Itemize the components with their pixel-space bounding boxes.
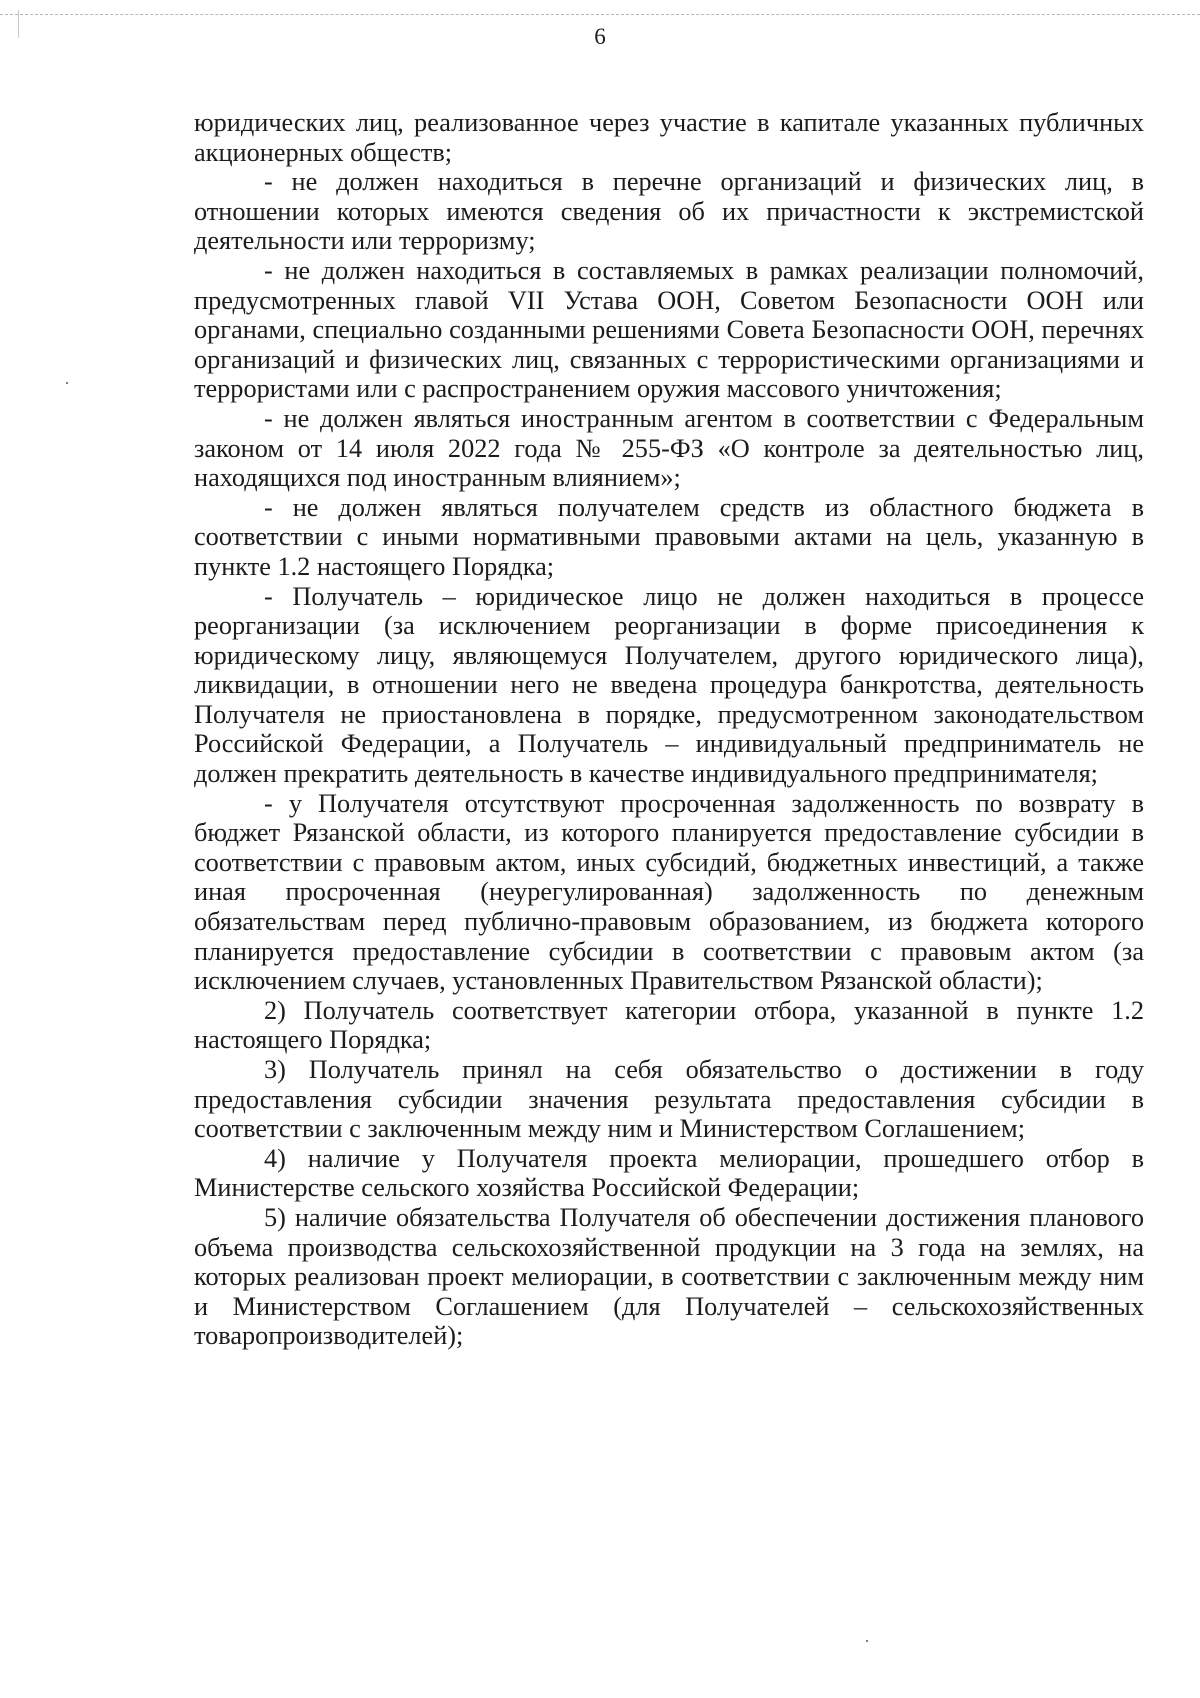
document-body: [194, 108, 1144, 1351]
paragraph: - не должен являться получателем средств из областного бюджета в соответствии с иными нормативными правовыми актами на цель, указанную в пункте 1.2 настоящего Порядка;: [194, 492, 1144, 581]
paragraph: юридических лиц, реализованное через участие в капитале указанных публичных акционерных обществ;: [194, 108, 1144, 167]
scan-top-edge: [0, 14, 1200, 15]
scan-speck: [866, 1640, 868, 1642]
paragraph: 5) наличие обязательства Получателя об обеспечении достижения планового объема производства сельскохозяйственной продукции на 3 года на землях, на которых реализован проект мелиорации, в соответствии с заключенным между ним и Министерством Соглашением (для Получателей – сельскохозяйственных товаропроизводителей);: [194, 1202, 1144, 1351]
scan-speck: [66, 382, 68, 384]
paragraph: - Получатель – юридическое лицо не должен находиться в процессе реорганизации (за исключением реорганизации в форме присоединения к юридическому лицу, являющемуся Получателем, другого юридического лица), ликвидации, в отношении него не введена процедура банкротства, деятельность Получателя не приостановлена в порядке, предусмотренном законодательством Российской Федерации, а Получатель – индивидуальный предприниматель не должен прекратить деятельность в качестве индивидуального предпринимателя;: [194, 581, 1144, 789]
page-number: 6: [594, 24, 606, 49]
paragraph: 2) Получатель соответствует категории отбора, указанной в пункте 1.2 настоящего Порядка;: [194, 995, 1144, 1055]
paragraph: - у Получателя отсутствуют просроченная задолженность по возврату в бюджет Рязанской области, из которого планируется предоставление субсидии в соответствии с правовым актом, иных субсидий, бюджетных инвестиций, а также иная просроченная (неурегулированная) задолженность по денежным обязательствам перед публично-правовым образованием, из бюджета которого планируется предоставление субсидии в соответствии с правовым актом (за исключением случаев, установленных Правительством Рязанской области);: [194, 788, 1144, 996]
paragraph: - не должен находиться в составляемых в рамках реализации полномочий, предусмотренных главой VII Устава ООН, Советом Безопасности ООН или органами, специально созданными решениями Совета Безопасности ООН, перечнях организаций и физических лиц, связанных с террористическими организациями и террористами или с распространением оружия массового уничтожения;: [194, 255, 1144, 404]
paragraph: - не должен являться иностранным агентом в соответствии с Федеральным законом от 14 июля 2022 года № 255-ФЗ «О контроле за деятельностью лиц, находящихся под иностранным влиянием»;: [194, 403, 1144, 493]
paragraph: 3) Получатель принял на себя обязательство о достижении в году предоставления субсидии значения результата предоставления субсидии в соответствии с заключенным между ним и Министерством Соглашением;: [194, 1055, 1144, 1144]
paragraph: 4) наличие у Получателя проекта мелиорации, прошедшего отбор в Министерстве сельского хозяйства Российской Федерации;: [194, 1143, 1144, 1203]
paragraph: - не должен находиться в перечне организаций и физических лиц, в отношении которых имеются сведения об их причастности к экстремистской деятельности или терроризму;: [194, 167, 1144, 256]
